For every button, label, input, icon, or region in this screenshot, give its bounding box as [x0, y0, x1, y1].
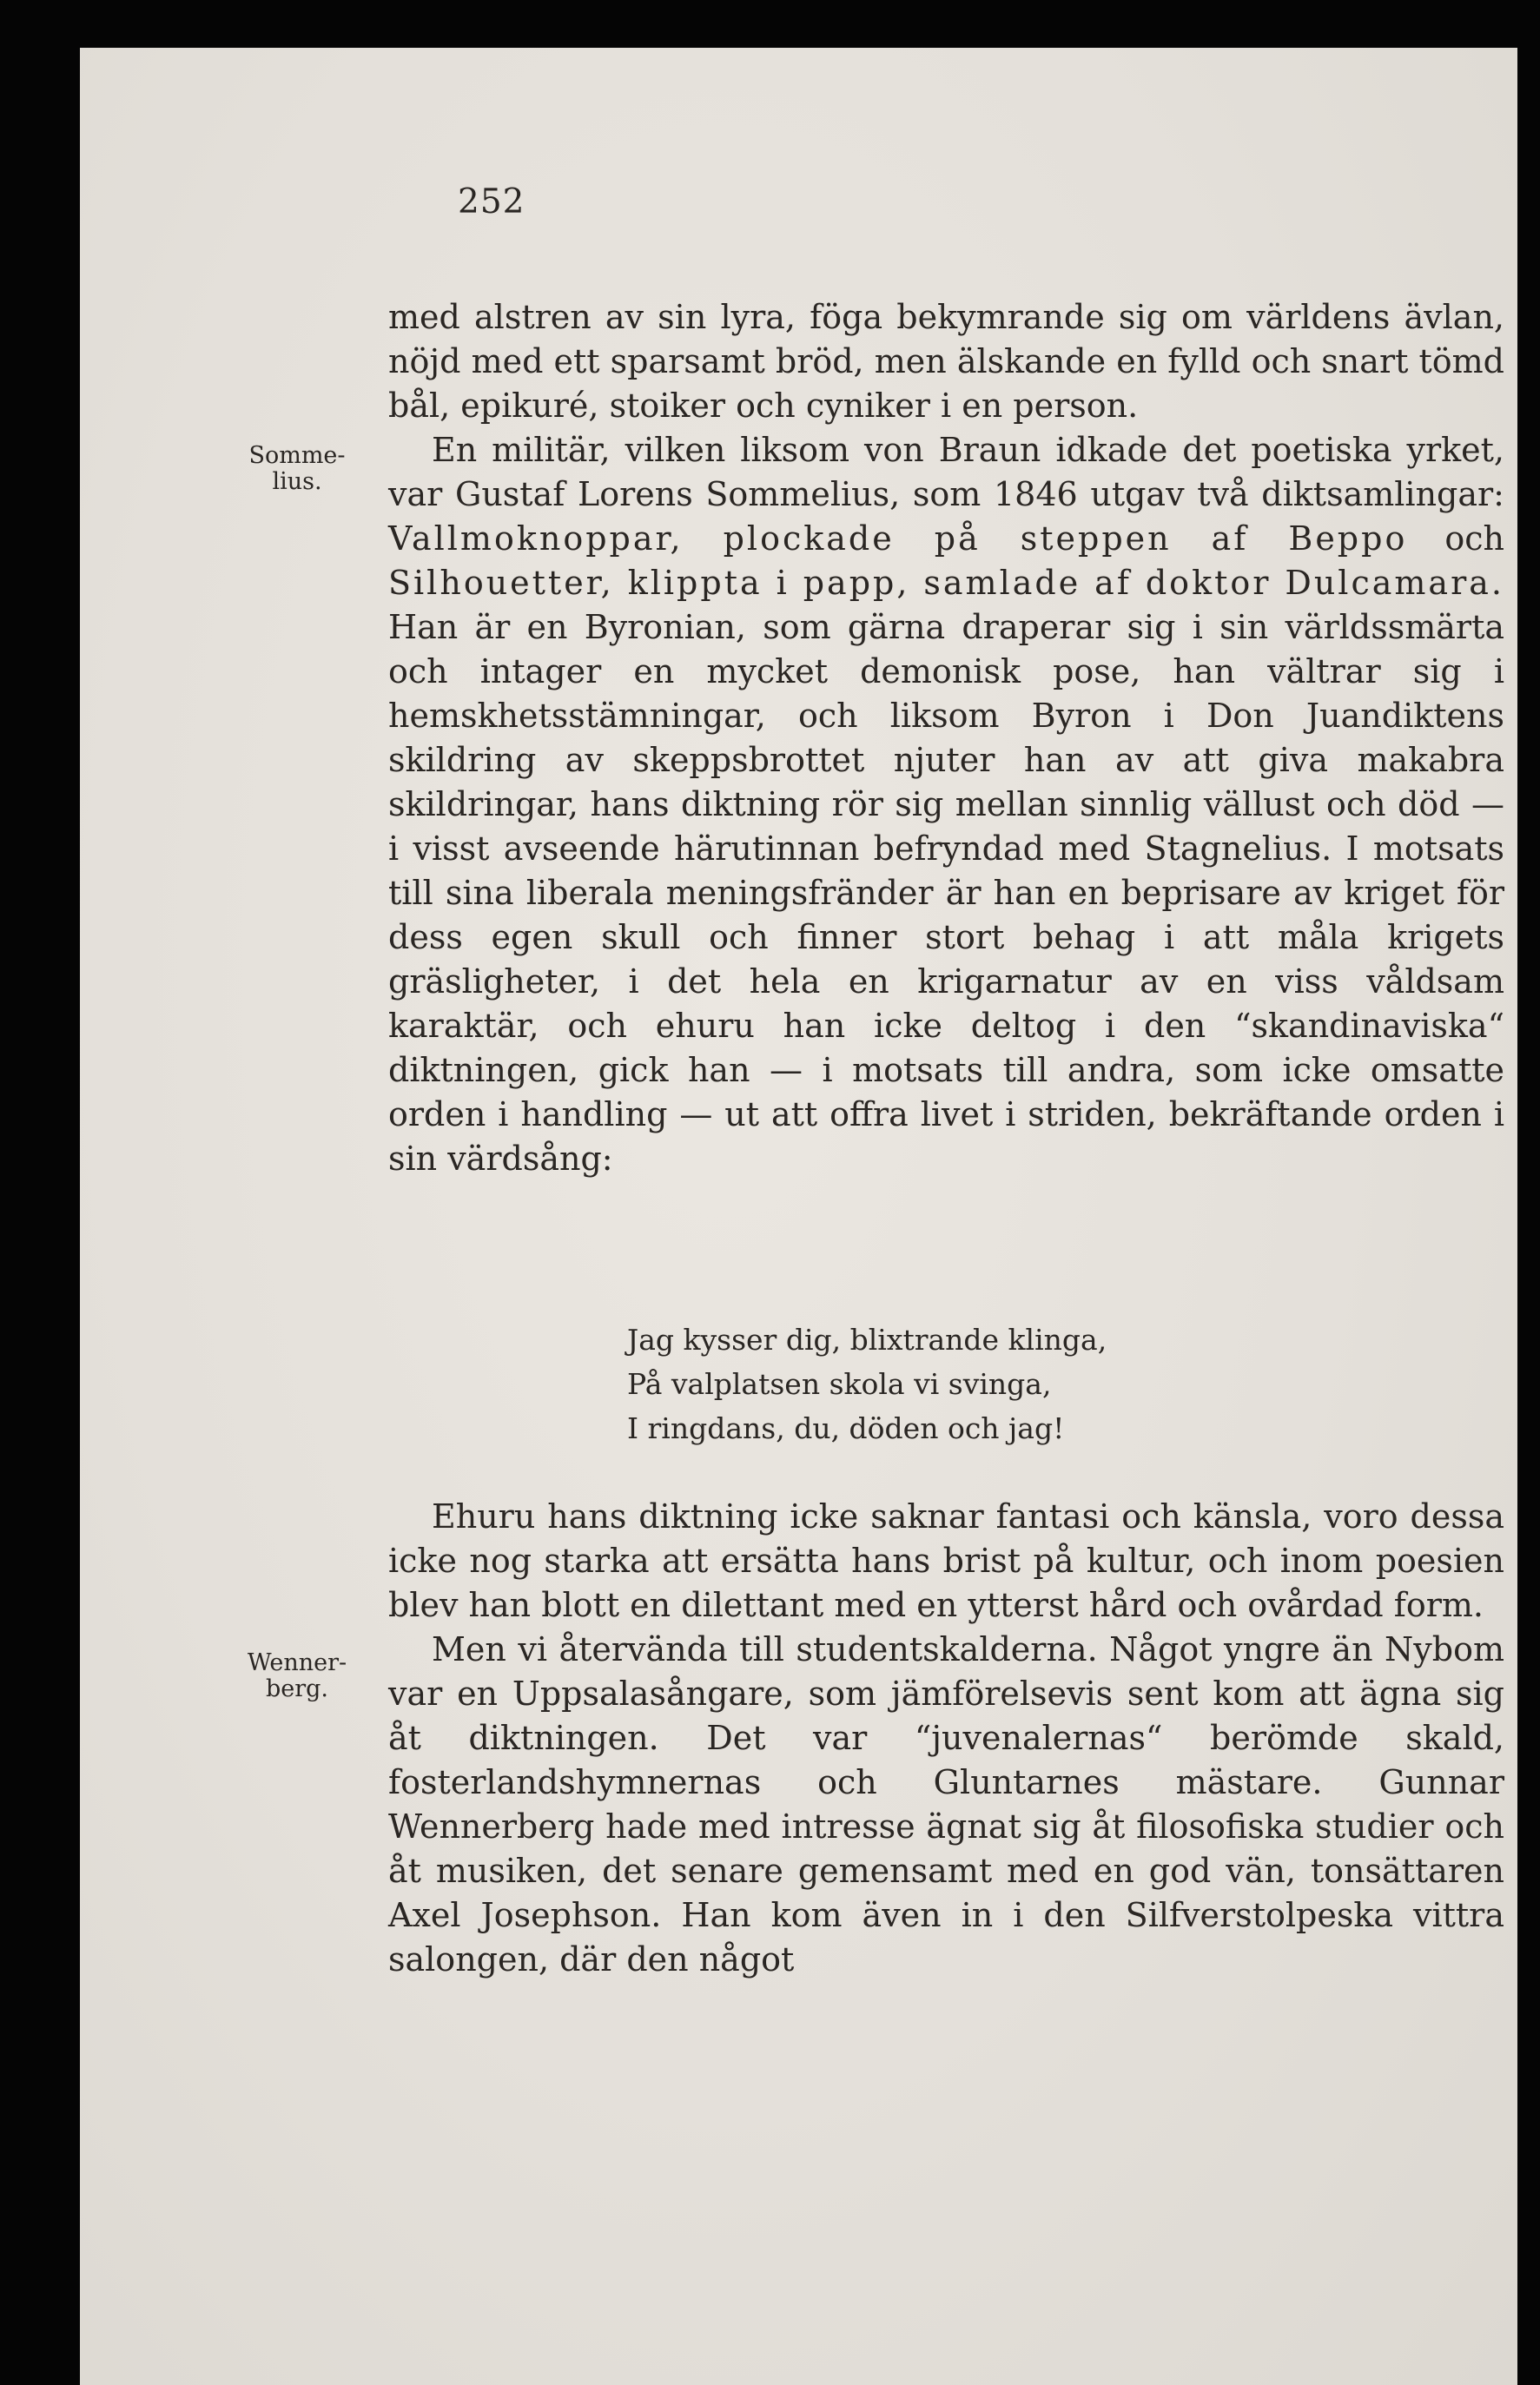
paragraph-intro: med alstren av sin lyra, föga bekymrande sig om världens ävlan, nöjd med ett sparsamt bröd, men älskande en fylld och snart tömd bål, epikuré, stoiker och cyniker i en person. — [388, 298, 1504, 425]
margin-note-line: Somme- — [248, 442, 346, 469]
verse-quote — [627, 1318, 1107, 1450]
verse-line: Jag kysser dig, blixtrande klinga, — [627, 1323, 1107, 1357]
paragraph-after-verse: Ehuru hans diktning icke saknar fantasi och känsla, voro dessa icke nog starka att ersätta hans brist på kultur, och inom poesien blev han blott en dilettant med en ytterst hård och ovårdad form. — [388, 1497, 1504, 1624]
verse-line: På valplatsen skola vi svinga, — [627, 1367, 1052, 1401]
paragraph-text: Han är en Byronian, som gärna draperar sig i sin världssmärta och intager en mycket demonisk pose, han vältrar sig i hemskhetsstämningar, och liksom Byron i Don Juandiktens skildring av skeppsbrottet njuter han av att giva makabra skildringar, hans diktning rör sig mellan sinnlig vällust och död — i visst avseende härutinnan befryndad med Stagnelius. I motsats till sina liberala meningsfränder är han en beprisare av kriget för dess egen skull och finner stort behag i att måla krigets gräsligheter, i det hela en krigarnatur av en viss våldsam karaktär, och ehuru han icke deltog i den “skandinaviska“ diktningen, gick han — i motsats till andra, som icke omsatte orden i handling — ut att offra livet i striden, bekräftande orden i sin värdsång: — [388, 608, 1504, 1178]
book-page — [80, 48, 1517, 2385]
margin-note-sommelius — [232, 443, 362, 495]
paragraph-wennerberg: Men vi återvända till studentskalderna. Något yngre än Nybom var en Uppsalasångare, som jämförelsevis sent kom att ägna sig åt diktningen. Det var “juvenalernas“ berömde skald, fosterlandshymnernas och Gluntarnes mästare. Gunnar Wennerberg hade med intresse ägnat sig åt filosofiska studier och åt musiken, det senare gemensamt med en god vän, tonsättaren Axel Josephson. Han kom även in i den Silfverstolpeska vittra salongen, där den något — [388, 1630, 1504, 1979]
paragraph-text: En militär, vilken liksom von Braun idkade det poetiska yrket, var Gustaf Lorens Sommelius, som 1846 utgav två diktsamlingar: — [388, 431, 1504, 513]
body-text-upper — [388, 295, 1504, 1181]
book-title-silhouetter: Silhouetter, klippta i papp, samlade af doktor Dulcamara. — [388, 564, 1504, 602]
paragraph-text: och — [1407, 519, 1504, 558]
page-number: 252 — [458, 182, 525, 221]
book-title-vallmoknoppar: Vallmoknoppar, plockade på steppen af Beppo — [388, 519, 1408, 558]
margin-note-line: berg. — [265, 1675, 329, 1702]
margin-note-line: lius. — [272, 468, 322, 495]
paragraph-sommelius — [388, 428, 1504, 1181]
body-text-lower — [388, 1495, 1504, 1982]
margin-note-wennerberg — [232, 1650, 362, 1702]
margin-note-line: Wenner- — [247, 1649, 347, 1676]
verse-line: I ringdans, du, döden och jag! — [627, 1411, 1065, 1445]
